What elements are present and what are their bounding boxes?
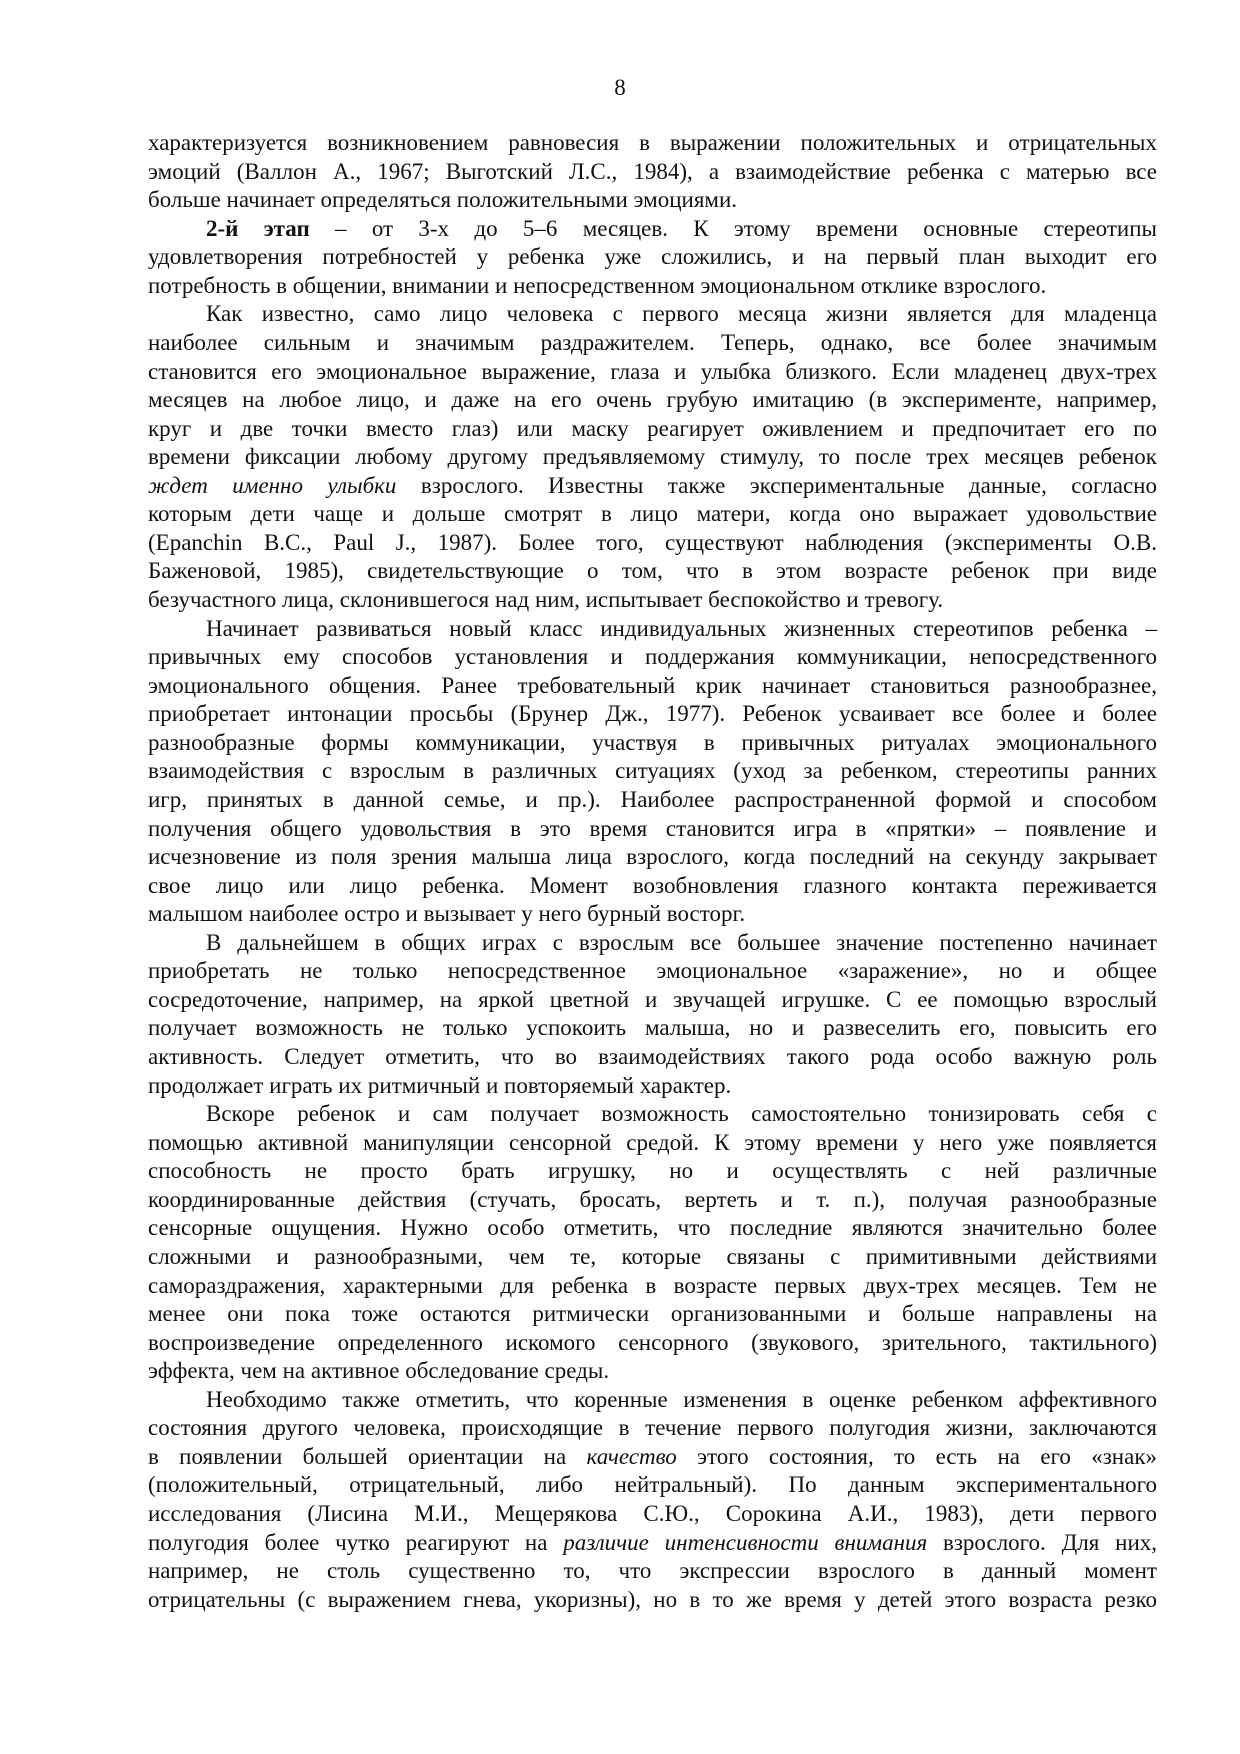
text-run: сенсорные ощущения. Нужно особо отметить, что последние являются значительно более: [148, 1215, 1157, 1241]
text-run: самораздражения, характерными для ребенка в возрасте первых двух-трех месяцев. Тем не: [148, 1272, 1157, 1298]
text-run: (положительный, отрицательный, либо нейтральный). По данным экспериментального: [148, 1472, 1157, 1498]
text-run: Начинает развиваться новый класс индивидуальных жизненных стереотипов ребенка –: [206, 615, 1157, 641]
text-run: эффекта, чем на активное обследование среды.: [148, 1358, 610, 1384]
text-run: эмоционального общения. Ранее требовательный крик начинает становиться разнообразнее,: [148, 672, 1157, 698]
text-run: свое лицо или лицо ребенка. Момент возобновления глазного контакта переживается: [148, 872, 1157, 898]
text-run: малышом наиболее остро и вызывает у него бурный восторг.: [148, 901, 746, 927]
text-run: координированные действия (стучать, бросать, вертеть и т. п.), получая разнообразные: [148, 1186, 1157, 1212]
text-line: [148, 358, 1157, 387]
paragraph: [148, 929, 1157, 1100]
text-run: игр, принятых в данной семье, и пр.). Наиболее распространенной формой и способом: [148, 786, 1157, 812]
text-run: исчезновение из поля зрения малыша лица взрослого, когда последний на секунду закрывает: [148, 844, 1157, 870]
text-line: [148, 1272, 1157, 1301]
text-run: Необходимо также отметить, что коренные изменения в оценке ребенком аффективного: [206, 1386, 1157, 1412]
text-line: [148, 1043, 1157, 1072]
paragraph: [148, 215, 1157, 301]
text-run: эмоций (Валлон А., 1967; Выготский Л.С., 1984), а взаимодействие ребенка с матерью все: [148, 158, 1157, 184]
text-run: полугодия более чутко реагируют на: [148, 1529, 564, 1555]
text-line: [148, 300, 1157, 329]
text-line: [148, 158, 1157, 187]
text-run: в появлении большей ориентации на: [148, 1443, 587, 1469]
text-line: [148, 472, 1157, 501]
text-line: [148, 1186, 1157, 1215]
text-run: круг и две точки вместо глаз) или маску реагирует оживлением и предпочитает его по: [148, 415, 1157, 441]
text-line: [148, 1529, 1157, 1558]
text-line: [148, 1129, 1157, 1158]
text-run: месяцев на любое лицо, и даже на его очень грубую имитацию (в эксперименте, например,: [148, 387, 1157, 413]
text-line: [148, 786, 1157, 815]
text-run: Вскоре ребенок и сам получает возможность самостоятельно тонизировать себя с: [206, 1101, 1157, 1127]
text-line: [148, 443, 1157, 472]
text-line: [148, 615, 1157, 644]
text-run: этого состояния, то есть на его «знак»: [676, 1443, 1157, 1469]
text-line: [148, 957, 1157, 986]
text-run: взрослого. Известны также экспериментальные данные, согласно: [396, 472, 1157, 498]
text-run: наиболее сильным и значимым раздражителем. Теперь, однако, все более значимым: [148, 329, 1157, 355]
text-line: [148, 1014, 1157, 1043]
paragraph: [148, 1386, 1157, 1615]
text-run: помощью активной манипуляции сенсорной средой. К этому времени у него уже появляется: [148, 1129, 1157, 1155]
text-line: [148, 1243, 1157, 1272]
text-line: [148, 1471, 1157, 1500]
text-line: [148, 1214, 1157, 1243]
italic-text: качество: [586, 1443, 677, 1469]
text-line: [148, 129, 1157, 158]
text-run: становится его эмоциональное выражение, глаза и улыбка близкого. Если младенец двух-трех: [148, 358, 1157, 384]
text-run: Баженовой, 1985), свидетельствующие о том, что в этом возрасте ребенок при виде: [148, 558, 1157, 584]
text-line: [148, 1100, 1157, 1129]
text-run: сосредоточение, например, на яркой цветной и звучащей игрушке. С ее помощью взрослый: [148, 986, 1157, 1012]
text-line: [148, 500, 1157, 529]
text-run: потребность в общении, внимании и непосредственном эмоциональном отклике взрослого.: [148, 272, 1047, 298]
text-run: отрицательны (с выражением гнева, укоризны), но в то же время у детей этого возраста резко: [148, 1586, 1157, 1612]
text-run: характеризуется возникновением равновесия в выражении положительных и отрицательных: [148, 130, 1157, 155]
text-run: привычных ему способов установления и поддержания коммуникации, непосредственного: [148, 644, 1157, 670]
page-number: 8: [614, 75, 626, 100]
paragraph: [148, 300, 1157, 614]
text-line: [148, 1557, 1157, 1586]
text-line: [148, 386, 1157, 415]
italic-text: ждет именно улыбки: [148, 472, 397, 498]
text-line: [148, 757, 1157, 786]
text-run: удовлетворения потребностей у ребенка уже сложились, и на первый план выходит его: [148, 244, 1157, 270]
text-line: [148, 186, 1157, 215]
text-line: [148, 1443, 1157, 1472]
text-line: [148, 872, 1157, 901]
text-run: которым дети чаще и дольше смотрят в лицо матери, когда оно выражает удовольствие: [148, 501, 1157, 527]
text-line: [148, 1157, 1157, 1186]
text-run: – от 3-х до 5–6 месяцев. К этому времени основные стереотипы: [309, 215, 1157, 241]
text-run: времени фиксации любому другому предъявляемому стимулу, то после трех месяцев ребенок: [148, 444, 1157, 470]
text-line: [148, 986, 1157, 1015]
text-line: [148, 586, 1157, 615]
text-run: (Epanchin B.C., Paul J., 1987). Более того, существуют наблюдения (эксперименты О.В.: [148, 529, 1157, 555]
text-line: [148, 700, 1157, 729]
text-run: воспроизведение определенного искомого сенсорного (звукового, зрительного, тактильного): [148, 1329, 1157, 1355]
text-line: [148, 672, 1157, 701]
text-line: [148, 215, 1157, 244]
text-run: активность. Следует отметить, что во взаимодействиях такого рода особо важную роль: [148, 1044, 1157, 1069]
text-line: [148, 557, 1157, 586]
italic-text: различие интенсивности внимания: [563, 1529, 928, 1555]
paragraph: [148, 129, 1157, 215]
text-line: [148, 1329, 1157, 1358]
text-run: Как известно, само лицо человека с первого месяца жизни является для младенца: [206, 301, 1157, 327]
text-line: [148, 272, 1157, 301]
text-line: [148, 1072, 1157, 1101]
text-run: безучастного лица, склонившегося над ним, испытывает беспокойство и тревогу.: [148, 587, 944, 612]
text-line: [148, 900, 1157, 929]
text-line: [148, 329, 1157, 358]
text-run: сложными и разнообразными, чем те, которые связаны с примитивными действиями: [148, 1243, 1157, 1269]
text-run: например, не столь существенно то, что экспрессии взрослого в данный момент: [148, 1558, 1157, 1584]
text-run: получения общего удовольствия в это время становится игра в «прятки» – появление и: [148, 815, 1157, 841]
text-run: разнообразные формы коммуникации, участвуя в привычных ритуалах эмоционального: [148, 729, 1157, 755]
text-line: [148, 929, 1157, 958]
text-line: [148, 843, 1157, 872]
text-line: [148, 1500, 1157, 1529]
text-run: способность не просто брать игрушку, но и осуществлять с ней различные: [148, 1158, 1157, 1184]
text-run: приобретает интонации просьбы (Брунер Дж., 1977). Ребенок усваивает все более и более: [148, 701, 1157, 727]
text-run: приобретать не только непосредственное эмоциональное «заражение», но и общее: [148, 958, 1157, 984]
text-run: менее они пока тоже остаются ритмически организованными и больше направлены на: [148, 1301, 1157, 1327]
text-line: [148, 1586, 1157, 1615]
text-line: [148, 729, 1157, 758]
text-line: [148, 243, 1157, 272]
text-run: состояния другого человека, происходящие в течение первого полугодия жизни, заключаются: [148, 1415, 1157, 1441]
text-run: продолжает играть их ритмичный и повторяемый характер.: [148, 1072, 732, 1098]
text-line: [148, 815, 1157, 844]
text-line: [148, 1414, 1157, 1443]
text-run: В дальнейшем в общих играх с взрослым все большее значение постепенно начинает: [206, 929, 1157, 955]
text-line: [148, 643, 1157, 672]
text-run: исследования (Лисина М.И., Мещерякова С.Ю., Сорокина А.И., 1983), дети первого: [148, 1501, 1157, 1526]
text-line: [148, 529, 1157, 558]
text-run: взрослого. Для них,: [927, 1529, 1157, 1555]
text-line: [148, 1386, 1157, 1415]
paragraph: [148, 615, 1157, 929]
text-run: взаимодействия с взрослым в различных ситуациях (уход за ребенком, стереотипы ранних: [148, 758, 1157, 784]
document-body: [148, 129, 1157, 1614]
text-run: больше начинает определяться положительными эмоциями.: [148, 187, 738, 213]
text-line: [148, 415, 1157, 444]
bold-text: 2-й этап: [206, 215, 310, 241]
text-line: [148, 1357, 1157, 1386]
paragraph: [148, 1100, 1157, 1386]
text-run: получает возможность не только успокоить малыша, но и развеселить его, повысить его: [148, 1015, 1157, 1041]
text-line: [148, 1300, 1157, 1329]
